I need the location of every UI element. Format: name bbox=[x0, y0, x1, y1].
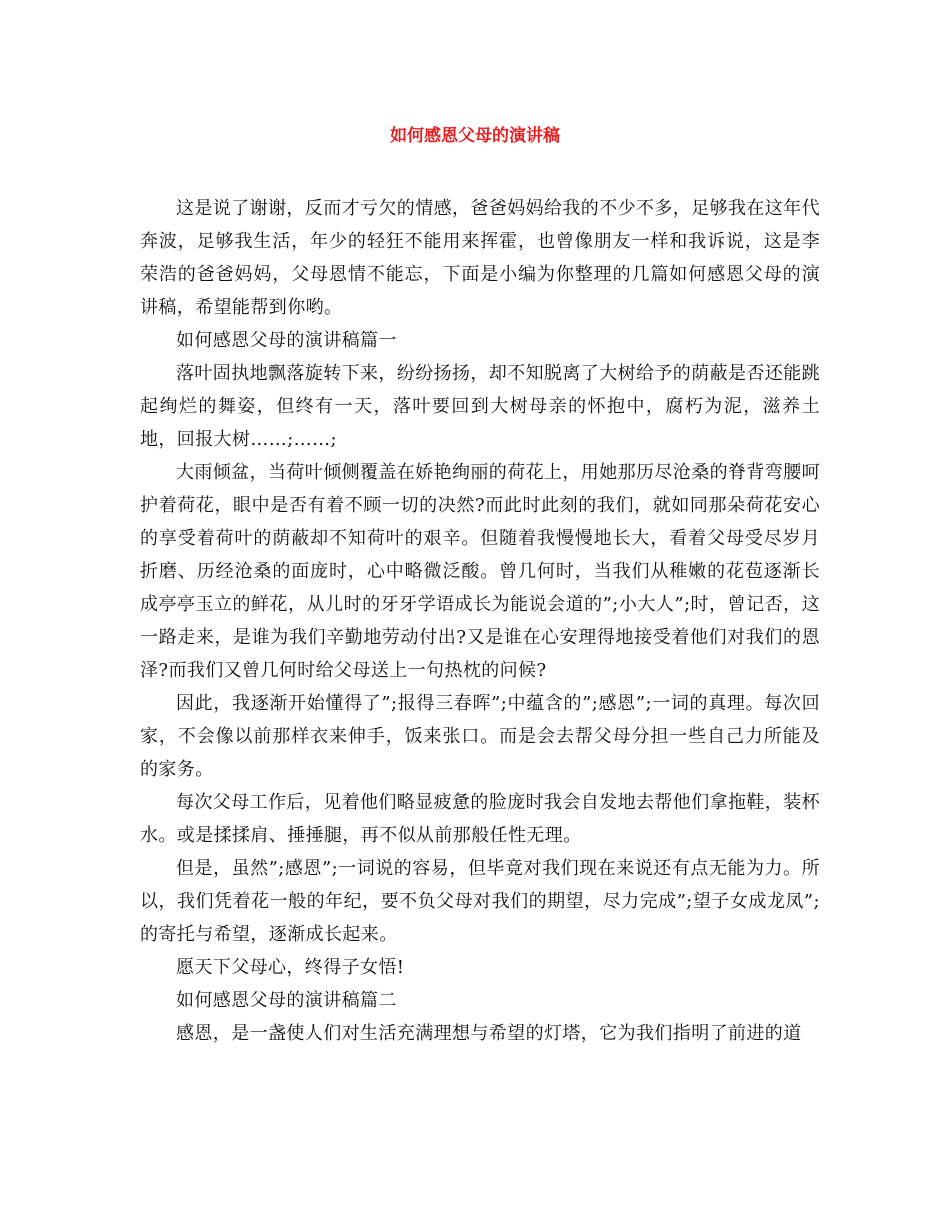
paragraph: 因此，我逐渐开始懂得了”;报得三春晖”;中蕴含的”;感恩”;一词的真理。每次回家，不会像以前那样衣来伸手，饭来张口。而是会去帮父母分担一些自己力所能及的家务。 bbox=[140, 693, 820, 780]
paragraph: 感恩，是一盏使人们对生活充满理想与希望的灯塔，它为我们指明了前进的道 bbox=[176, 1023, 802, 1044]
paragraph: 愿天下父母心，终得子女悟! bbox=[176, 957, 405, 978]
document-body bbox=[140, 192, 820, 1050]
paragraph: 落叶固执地飘落旋转下来，纷纷扬扬，却不知脱离了大树给予的荫蔽是否还能跳起绚烂的舞姿，但终有一天，落叶要回到大树母亲的怀抱中，腐朽为泥，滋养土地，回报大树……;……; bbox=[140, 363, 820, 450]
section-heading-one: 如何感恩父母的演讲稿篇一 bbox=[176, 330, 397, 351]
paragraph: 但是，虽然”;感恩”;一词说的容易，但毕竟对我们现在来说还有点无能为力。所以，我们凭着花一般的年纪，要不负父母对我们的期望，尽力完成”;望子女成龙凤”;的寄托与希望，逐渐成长起来。 bbox=[140, 858, 820, 945]
paragraph: 大雨倾盆，当荷叶倾侧覆盖在娇艳绚丽的荷花上，用她那历尽沧桑的脊背弯腰呵护着荷花，眼中是否有着不顾一切的决然?而此时此刻的我们，就如同那朵荷花安心的享受着荷叶的荫蔽却不知荷叶的艰辛。但随着我慢慢地长大，看着父母受尽岁月折磨、历经沧桑的面庞时，心中略微泛酸。曾几何时，当我们从稚嫩的花苞逐渐长成亭亭玉立的鲜花，从儿时的牙牙学语成长为能说会道的”;小大人”;时，曾记否，这一路走来，是谁为我们辛勤地劳动付出?又是谁在心安理得地接受着他们对我们的恩泽?而我们又曾几何时给父母送上一句热枕的问候? bbox=[140, 462, 820, 681]
section-heading-two: 如何感恩父母的演讲稿篇二 bbox=[176, 990, 397, 1011]
document-title: 如何感恩父母的演讲稿 bbox=[390, 126, 560, 146]
paragraph: 每次父母工作后，见着他们略显疲惫的脸庞时我会自发地去帮他们拿拖鞋，装杯水。或是揉揉肩、捶捶腿，再不似从前那般任性无理。 bbox=[140, 792, 820, 846]
paragraph-intro: 这是说了谢谢，反而才亏欠的情感，爸爸妈妈给我的不少不多，足够我在这年代奔波，足够我生活，年少的轻狂不能用来挥霍，也曾像朋友一样和我诉说，这是李荣浩的爸爸妈妈，父母恩情不能忘，下面是小编为你整理的几篇如何感恩父母的演讲稿，希望能帮到你哟。 bbox=[140, 198, 820, 318]
